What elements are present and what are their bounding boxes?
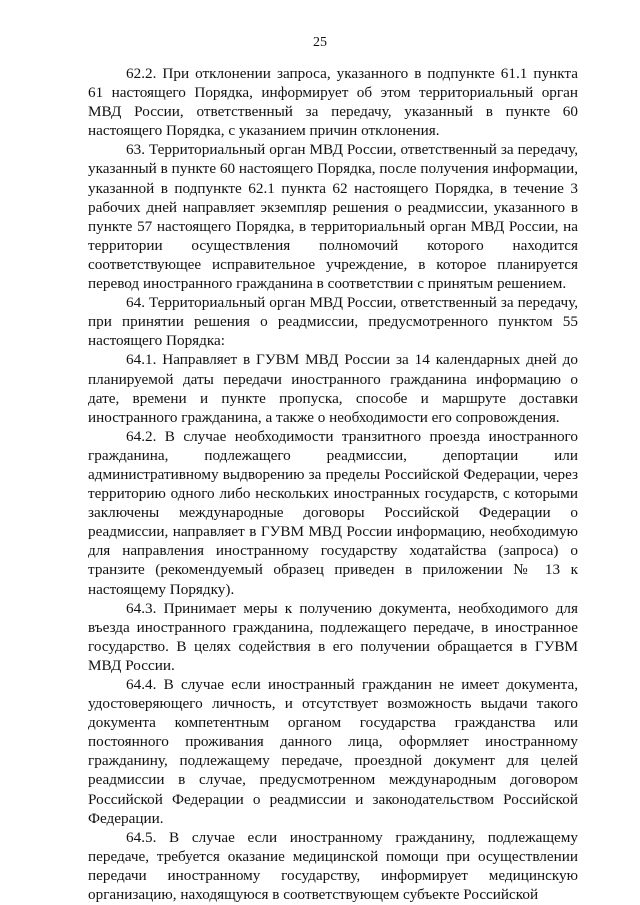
paragraph-64-2: 64.2. В случае необходимости транзитного проезда иностранного гражданина, подлежащего реадмиссии, депортации или административному выдворению за пределы Российской Федерации, через территорию одного либо нескольких иностранных государств, с которыми заключены международные договоры Российской Федерации о реадмиссии, направляет в ГУВМ МВД России информацию, необходимую для направления иностранному государству ходатайства (запроса) о транзите (рекомендуемый образец приведен в приложении № 13 к настоящему Порядку). (88, 427, 578, 598)
paragraph-64-4: 64.4. В случае если иностранный гражданин не имеет документа, удостоверяющего личность, и отсутствует возможность выдачи такого документа компетентным органом государства гражданства или постоянного проживания данного лица, оформляет иностранному гражданину, подлежащему передаче, проездной документ для целей реадмиссии в случае, предусмотренном международным договором Российской Федерации о реадмиссии и законодательством Российской Федерации. (88, 676, 578, 827)
paragraph-64-5: 64.5. В случае если иностранному гражданину, подлежащему передаче, требуется оказание медицинской помощи при осуществлении передачи иностранному государству, информирует медицинскую организацию, находящуюся в соответствующем субъекте Российской (88, 828, 578, 904)
document-body (88, 64, 578, 904)
paragraph-62-2: 62.2. При отклонении запроса, указанного в подпункте 61.1 пункта 61 настоящего Порядка, информирует об этом территориальный орган МВД России, ответственный за передачу, указанный в пункте 60 настоящего Порядка, с указанием причин отклонения. (88, 65, 578, 140)
page-number: 25 (313, 35, 327, 50)
paragraph-64-3: 64.3. Принимает меры к получению документа, необходимого для въезда иностранного гражданина, подлежащего передаче, в иностранное государство. В целях содействия в его получении обращается в ГУВМ МВД России. (88, 599, 578, 674)
paragraph-64: 64. Территориальный орган МВД России, ответственный за передачу, при принятии решения о реадмиссии, предусмотренного пунктом 55 настоящего Порядка: (88, 294, 578, 350)
paragraph-64-1: 64.1. Направляет в ГУВМ МВД России за 14 календарных дней до планируемой даты передачи иностранного гражданина информацию о дате, времени и пункте пропуска, способе и маршруте доставки иностранного гражданина, а также о необходимости его сопровождения. (88, 351, 578, 426)
paragraph-63: 63. Территориальный орган МВД России, ответственный за передачу, указанный в пункте 60 настоящего Порядка, после получения информации, указанной в подпункте 62.1 пункта 62 настоящего Порядка, в течение 3 рабочих дней направляет экземпляр решения о реадмиссии, указанного в пункте 57 настоящего Порядка, в территориальный орган МВД России, на территории осуществления полномочий которого находится соответствующее исправительное учреждение, в которое планируется перевод иностранного гражданина в соответствии с принятым решением. (88, 141, 578, 293)
